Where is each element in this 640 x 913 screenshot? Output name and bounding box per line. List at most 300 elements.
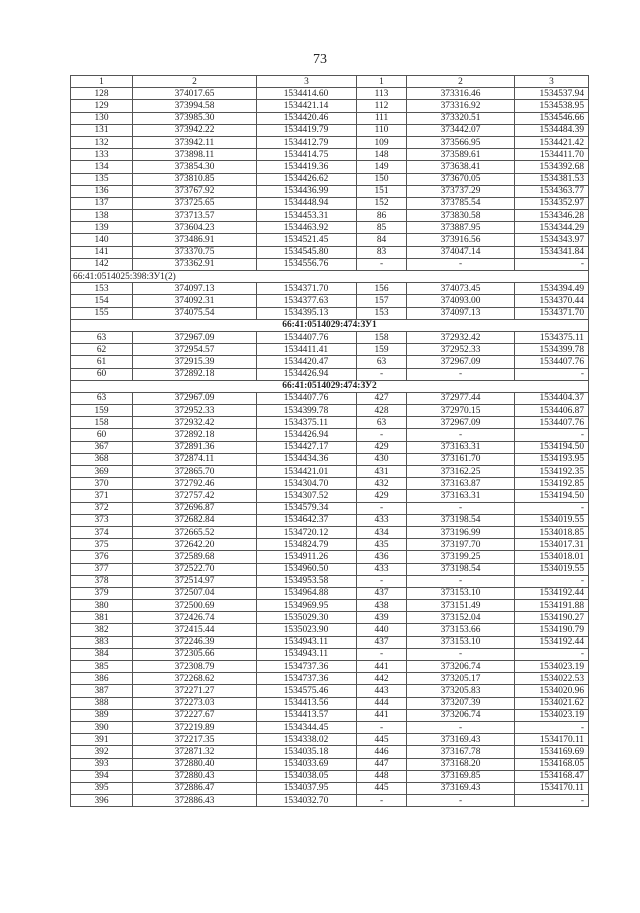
point-number-cell: 445	[357, 734, 407, 746]
table-row	[71, 161, 589, 173]
point-number-cell: 394	[71, 770, 133, 782]
point-number-cell: 128	[71, 88, 133, 100]
table-row	[71, 149, 589, 161]
table-header-row	[71, 76, 589, 88]
x-coordinate-cell: 373316.92	[407, 100, 515, 112]
y-coordinate-cell: 1534375.11	[515, 331, 589, 343]
x-coordinate-cell: -	[407, 368, 515, 380]
x-coordinate-cell: 372426.74	[133, 612, 257, 624]
column-header: 1	[71, 76, 133, 88]
x-coordinate-cell: 373566.95	[407, 136, 515, 148]
y-coordinate-cell: 1534484.39	[515, 124, 589, 136]
point-number-cell: 384	[71, 648, 133, 660]
point-number-cell: 441	[357, 661, 407, 673]
x-coordinate-cell: 372880.40	[133, 758, 257, 770]
y-coordinate-cell: -	[515, 502, 589, 514]
y-coordinate-cell: 1534737.36	[257, 661, 357, 673]
y-coordinate-cell: 1534375.11	[257, 417, 357, 429]
point-number-cell: 433	[357, 563, 407, 575]
point-number-cell: 396	[71, 795, 133, 807]
point-number-cell: 154	[71, 295, 133, 307]
table-row	[71, 222, 589, 234]
y-coordinate-cell: 1534038.05	[257, 770, 357, 782]
y-coordinate-cell: 1534427.17	[257, 441, 357, 453]
point-number-cell: 377	[71, 563, 133, 575]
y-coordinate-cell: 1534545.80	[257, 246, 357, 258]
y-coordinate-cell: 1534033.69	[257, 758, 357, 770]
x-coordinate-cell: 373362.91	[133, 258, 257, 270]
point-number-cell: 447	[357, 758, 407, 770]
x-coordinate-cell: 372892.18	[133, 368, 257, 380]
x-coordinate-cell: 373163.31	[407, 490, 515, 502]
y-coordinate-cell: 1534399.78	[257, 405, 357, 417]
x-coordinate-cell: -	[407, 258, 515, 270]
x-coordinate-cell: 373199.25	[407, 551, 515, 563]
y-coordinate-cell: 1534395.13	[257, 307, 357, 319]
y-coordinate-cell: 1534414.60	[257, 88, 357, 100]
table-row	[71, 173, 589, 185]
y-coordinate-cell: 1534022.53	[515, 673, 589, 685]
x-coordinate-cell: 373168.20	[407, 758, 515, 770]
point-number-cell: 83	[357, 246, 407, 258]
y-coordinate-cell: 1534019.55	[515, 514, 589, 526]
x-coordinate-cell: 372886.43	[133, 795, 257, 807]
table-row	[71, 100, 589, 112]
table-row	[71, 746, 589, 758]
y-coordinate-cell: 1534426.94	[257, 368, 357, 380]
y-coordinate-cell: 1534170.11	[515, 734, 589, 746]
y-coordinate-cell: 1534411.41	[257, 344, 357, 356]
x-coordinate-cell: 374097.13	[133, 283, 257, 295]
x-coordinate-cell: 373898.11	[133, 149, 257, 161]
point-number-cell: 448	[357, 770, 407, 782]
x-coordinate-cell: 373197.70	[407, 539, 515, 551]
x-coordinate-cell: 373854.30	[133, 161, 257, 173]
x-coordinate-cell: 372305.66	[133, 648, 257, 660]
y-coordinate-cell: -	[515, 575, 589, 587]
x-coordinate-cell: 372273.03	[133, 697, 257, 709]
table-row	[71, 88, 589, 100]
point-number-cell: 85	[357, 222, 407, 234]
y-coordinate-cell: 1534426.94	[257, 429, 357, 441]
y-coordinate-cell: 1534420.47	[257, 356, 357, 368]
point-number-cell: 440	[357, 624, 407, 636]
x-coordinate-cell: 372952.33	[407, 344, 515, 356]
y-coordinate-cell: 1534018.01	[515, 551, 589, 563]
table-row	[71, 587, 589, 599]
x-coordinate-cell: 373153.66	[407, 624, 515, 636]
point-number-cell: 387	[71, 685, 133, 697]
x-coordinate-cell: 372952.33	[133, 405, 257, 417]
y-coordinate-cell: 1534192.44	[515, 587, 589, 599]
point-number-cell: 390	[71, 721, 133, 733]
y-coordinate-cell: -	[515, 258, 589, 270]
x-coordinate-cell: 373830.58	[407, 210, 515, 222]
point-number-cell: 446	[357, 746, 407, 758]
x-coordinate-cell: 374017.65	[133, 88, 257, 100]
y-coordinate-cell: 1534377.63	[257, 295, 357, 307]
point-number-cell: 152	[357, 197, 407, 209]
point-number-cell: 378	[71, 575, 133, 587]
x-coordinate-cell: 373153.10	[407, 587, 515, 599]
y-coordinate-cell: 1534463.92	[257, 222, 357, 234]
table-row	[71, 661, 589, 673]
y-coordinate-cell: 1534421.42	[515, 136, 589, 148]
x-coordinate-cell: 373161.70	[407, 453, 515, 465]
table-row	[71, 502, 589, 514]
x-coordinate-cell: 374097.13	[407, 307, 515, 319]
column-header: 2	[407, 76, 515, 88]
y-coordinate-cell: 1534407.76	[257, 331, 357, 343]
table-row	[71, 258, 589, 270]
y-coordinate-cell: 1534371.70	[515, 307, 589, 319]
x-coordinate-cell: 372271.27	[133, 685, 257, 697]
y-coordinate-cell: 1534341.84	[515, 246, 589, 258]
table-row	[71, 417, 589, 429]
y-coordinate-cell: -	[515, 721, 589, 733]
x-coordinate-cell: 373198.54	[407, 563, 515, 575]
y-coordinate-cell: 1534169.69	[515, 746, 589, 758]
table-row	[71, 441, 589, 453]
y-coordinate-cell: 1534020.96	[515, 685, 589, 697]
point-number-cell: 379	[71, 587, 133, 599]
x-coordinate-cell: 373916.56	[407, 234, 515, 246]
table-row	[71, 453, 589, 465]
x-coordinate-cell: 373316.46	[407, 88, 515, 100]
point-number-cell: 63	[71, 331, 133, 343]
point-number-cell: -	[357, 368, 407, 380]
point-number-cell: 436	[357, 551, 407, 563]
point-number-cell: 84	[357, 234, 407, 246]
y-coordinate-cell: 1534407.76	[257, 392, 357, 404]
x-coordinate-cell: 372219.89	[133, 721, 257, 733]
y-coordinate-cell: 1534394.49	[515, 283, 589, 295]
point-number-cell: 393	[71, 758, 133, 770]
cadastral-section-label: 66:41:0514029:474:ЗУ2	[71, 380, 589, 392]
point-number-cell: 395	[71, 782, 133, 794]
point-number-cell: 385	[71, 661, 133, 673]
y-coordinate-cell: 1534304.70	[257, 478, 357, 490]
x-coordinate-cell: 372665.52	[133, 526, 257, 538]
y-coordinate-cell: 1535029.30	[257, 612, 357, 624]
point-number-cell: 437	[357, 636, 407, 648]
table-row	[71, 405, 589, 417]
column-header: 3	[515, 76, 589, 88]
x-coordinate-cell: 372246.39	[133, 636, 257, 648]
column-header: 3	[257, 76, 357, 88]
x-coordinate-cell: 373994.58	[133, 100, 257, 112]
point-number-cell: 86	[357, 210, 407, 222]
y-coordinate-cell: 1534035.18	[257, 746, 357, 758]
x-coordinate-cell: 373604.23	[133, 222, 257, 234]
point-number-cell: 434	[357, 526, 407, 538]
point-number-cell: 138	[71, 210, 133, 222]
table-row	[71, 563, 589, 575]
x-coordinate-cell: 372892.18	[133, 429, 257, 441]
y-coordinate-cell: 1534953.58	[257, 575, 357, 587]
x-coordinate-cell: 372932.42	[133, 417, 257, 429]
column-header: 2	[133, 76, 257, 88]
y-coordinate-cell: -	[515, 795, 589, 807]
table-row	[71, 112, 589, 124]
x-coordinate-cell: 373153.10	[407, 636, 515, 648]
y-coordinate-cell: 1534546.66	[515, 112, 589, 124]
x-coordinate-cell: 373152.04	[407, 612, 515, 624]
y-coordinate-cell: 1534448.94	[257, 197, 357, 209]
y-coordinate-cell: 1534343.97	[515, 234, 589, 246]
point-number-cell: 373	[71, 514, 133, 526]
table-row	[71, 526, 589, 538]
x-coordinate-cell: 372874.11	[133, 453, 257, 465]
y-coordinate-cell: 1534412.79	[257, 136, 357, 148]
y-coordinate-cell: 1534960.50	[257, 563, 357, 575]
x-coordinate-cell: -	[407, 575, 515, 587]
page-number: 73	[313, 52, 327, 67]
x-coordinate-cell: 372682.84	[133, 514, 257, 526]
point-number-cell: 370	[71, 478, 133, 490]
y-coordinate-cell: 1534170.11	[515, 782, 589, 794]
x-coordinate-cell: 372268.62	[133, 673, 257, 685]
y-coordinate-cell: 1534190.79	[515, 624, 589, 636]
column-header: 1	[357, 76, 407, 88]
y-coordinate-cell: 1534019.55	[515, 563, 589, 575]
y-coordinate-cell: 1534911.26	[257, 551, 357, 563]
point-number-cell: 134	[71, 161, 133, 173]
x-coordinate-cell: -	[407, 429, 515, 441]
point-number-cell: 113	[357, 88, 407, 100]
x-coordinate-cell: 373887.95	[407, 222, 515, 234]
point-number-cell: 153	[357, 307, 407, 319]
point-number-cell: 153	[71, 283, 133, 295]
cadastral-section-label: 66:41:0514025:398:ЗУ1(2)	[71, 271, 589, 283]
point-number-cell: 381	[71, 612, 133, 624]
y-coordinate-cell: 1534824.79	[257, 539, 357, 551]
x-coordinate-cell: 372217.35	[133, 734, 257, 746]
y-coordinate-cell: 1534363.77	[515, 185, 589, 197]
y-coordinate-cell: 1534413.56	[257, 697, 357, 709]
table-row	[71, 356, 589, 368]
point-number-cell: 368	[71, 453, 133, 465]
y-coordinate-cell: 1534436.99	[257, 185, 357, 197]
y-coordinate-cell: 1534406.87	[515, 405, 589, 417]
y-coordinate-cell: 1534434.36	[257, 453, 357, 465]
point-number-cell: 441	[357, 709, 407, 721]
x-coordinate-cell: 372880.43	[133, 770, 257, 782]
point-number-cell: 391	[71, 734, 133, 746]
x-coordinate-cell: 373167.78	[407, 746, 515, 758]
y-coordinate-cell: 1534344.45	[257, 721, 357, 733]
x-coordinate-cell: 372891.36	[133, 441, 257, 453]
point-number-cell: 388	[71, 697, 133, 709]
x-coordinate-cell: 374075.54	[133, 307, 257, 319]
point-number-cell: 155	[71, 307, 133, 319]
table-row	[71, 331, 589, 343]
table-row	[71, 636, 589, 648]
table-row	[71, 392, 589, 404]
y-coordinate-cell: 1534426.62	[257, 173, 357, 185]
x-coordinate-cell: 373589.61	[407, 149, 515, 161]
x-coordinate-cell: 374092.31	[133, 295, 257, 307]
y-coordinate-cell: -	[515, 648, 589, 660]
x-coordinate-cell: 373942.22	[133, 124, 257, 136]
y-coordinate-cell: 1534371.70	[257, 283, 357, 295]
y-coordinate-cell: 1534419.79	[257, 124, 357, 136]
x-coordinate-cell: 372757.42	[133, 490, 257, 502]
table-row	[71, 283, 589, 295]
x-coordinate-cell: 372415.44	[133, 624, 257, 636]
point-number-cell: 130	[71, 112, 133, 124]
point-number-cell: 62	[71, 344, 133, 356]
x-coordinate-cell: -	[407, 502, 515, 514]
y-coordinate-cell: 1534969.95	[257, 600, 357, 612]
y-coordinate-cell: 1534381.53	[515, 173, 589, 185]
x-coordinate-cell: 372977.44	[407, 392, 515, 404]
x-coordinate-cell: 373169.43	[407, 734, 515, 746]
y-coordinate-cell: 1534017.31	[515, 539, 589, 551]
point-number-cell: 149	[357, 161, 407, 173]
table-row	[71, 466, 589, 478]
point-number-cell: 159	[71, 405, 133, 417]
point-number-cell: 63	[357, 356, 407, 368]
x-coordinate-cell: 372967.09	[133, 392, 257, 404]
y-coordinate-cell: 1534556.76	[257, 258, 357, 270]
point-number-cell: 112	[357, 100, 407, 112]
point-number-cell: -	[357, 721, 407, 733]
y-coordinate-cell: 1534370.44	[515, 295, 589, 307]
x-coordinate-cell: 372865.70	[133, 466, 257, 478]
point-number-cell: 137	[71, 197, 133, 209]
point-number-cell: 60	[71, 429, 133, 441]
point-number-cell: 133	[71, 149, 133, 161]
point-number-cell: 380	[71, 600, 133, 612]
table-row	[71, 490, 589, 502]
point-number-cell: 157	[357, 295, 407, 307]
y-coordinate-cell: 1534346.28	[515, 210, 589, 222]
table-row	[71, 709, 589, 721]
table-row	[71, 368, 589, 380]
point-number-cell: 432	[357, 478, 407, 490]
point-number-cell: 376	[71, 551, 133, 563]
y-coordinate-cell: 1534190.27	[515, 612, 589, 624]
x-coordinate-cell: 373785.54	[407, 197, 515, 209]
y-coordinate-cell: 1534419.36	[257, 161, 357, 173]
x-coordinate-cell: 374093.00	[407, 295, 515, 307]
y-coordinate-cell: 1534168.47	[515, 770, 589, 782]
y-coordinate-cell: 1534943.11	[257, 648, 357, 660]
point-number-cell: 367	[71, 441, 133, 453]
y-coordinate-cell: 1534413.57	[257, 709, 357, 721]
table-row	[71, 770, 589, 782]
x-coordinate-cell: 373205.83	[407, 685, 515, 697]
point-number-cell: 382	[71, 624, 133, 636]
table-row	[71, 551, 589, 563]
y-coordinate-cell: 1534537.94	[515, 88, 589, 100]
x-coordinate-cell: 373370.75	[133, 246, 257, 258]
y-coordinate-cell: 1534421.01	[257, 466, 357, 478]
x-coordinate-cell: 372871.32	[133, 746, 257, 758]
point-number-cell: 386	[71, 673, 133, 685]
point-number-cell: 431	[357, 466, 407, 478]
y-coordinate-cell: 1534453.31	[257, 210, 357, 222]
point-number-cell: 61	[71, 356, 133, 368]
table-row	[71, 612, 589, 624]
point-number-cell: 156	[357, 283, 407, 295]
point-number-cell: -	[357, 648, 407, 660]
point-number-cell: 438	[357, 600, 407, 612]
table-row	[71, 648, 589, 660]
coordinates-table	[70, 75, 589, 807]
point-number-cell: 442	[357, 673, 407, 685]
x-coordinate-cell: -	[407, 648, 515, 660]
y-coordinate-cell: 1534018.85	[515, 526, 589, 538]
point-number-cell: 150	[357, 173, 407, 185]
x-coordinate-cell: 372954.57	[133, 344, 257, 356]
y-coordinate-cell: 1534338.02	[257, 734, 357, 746]
table-row	[71, 295, 589, 307]
y-coordinate-cell: 1534521.45	[257, 234, 357, 246]
y-coordinate-cell: 1534420.46	[257, 112, 357, 124]
table-row	[71, 782, 589, 794]
y-coordinate-cell: 1534411.70	[515, 149, 589, 161]
point-number-cell: 443	[357, 685, 407, 697]
point-number-cell: 375	[71, 539, 133, 551]
x-coordinate-cell: 373725.65	[133, 197, 257, 209]
y-coordinate-cell: 1534192.85	[515, 478, 589, 490]
table-row	[71, 721, 589, 733]
table-row	[71, 210, 589, 222]
point-number-cell: 430	[357, 453, 407, 465]
point-number-cell: 159	[357, 344, 407, 356]
table-row	[71, 514, 589, 526]
x-coordinate-cell: 374073.45	[407, 283, 515, 295]
x-coordinate-cell: 374047.14	[407, 246, 515, 258]
table-row	[71, 234, 589, 246]
x-coordinate-cell: 373767.92	[133, 185, 257, 197]
cadastral-section-label: 66:41:0514029:474:ЗУ1	[71, 319, 589, 331]
point-number-cell: 142	[71, 258, 133, 270]
x-coordinate-cell: 372507.04	[133, 587, 257, 599]
table-body	[71, 88, 589, 807]
point-number-cell: 148	[357, 149, 407, 161]
y-coordinate-cell: 1534307.52	[257, 490, 357, 502]
y-coordinate-cell: -	[515, 429, 589, 441]
table-row	[71, 246, 589, 258]
point-number-cell: 60	[71, 368, 133, 380]
y-coordinate-cell: 1534032.70	[257, 795, 357, 807]
x-coordinate-cell: 373151.49	[407, 600, 515, 612]
point-number-cell: 437	[357, 587, 407, 599]
point-number-cell: 433	[357, 514, 407, 526]
x-coordinate-cell: 373486.91	[133, 234, 257, 246]
y-coordinate-cell: 1534023.19	[515, 661, 589, 673]
table-row	[71, 734, 589, 746]
x-coordinate-cell: 373169.85	[407, 770, 515, 782]
y-coordinate-cell: 1534194.50	[515, 490, 589, 502]
y-coordinate-cell: 1534575.46	[257, 685, 357, 697]
x-coordinate-cell: 372967.09	[407, 417, 515, 429]
table-row	[71, 624, 589, 636]
point-number-cell: 132	[71, 136, 133, 148]
y-coordinate-cell: 1535023.90	[257, 624, 357, 636]
point-number-cell: 140	[71, 234, 133, 246]
x-coordinate-cell: 372522.70	[133, 563, 257, 575]
y-coordinate-cell: 1534344.29	[515, 222, 589, 234]
point-number-cell: 129	[71, 100, 133, 112]
x-coordinate-cell: 372967.09	[407, 356, 515, 368]
table-row	[71, 197, 589, 209]
point-number-cell: -	[357, 575, 407, 587]
table-row	[71, 795, 589, 807]
